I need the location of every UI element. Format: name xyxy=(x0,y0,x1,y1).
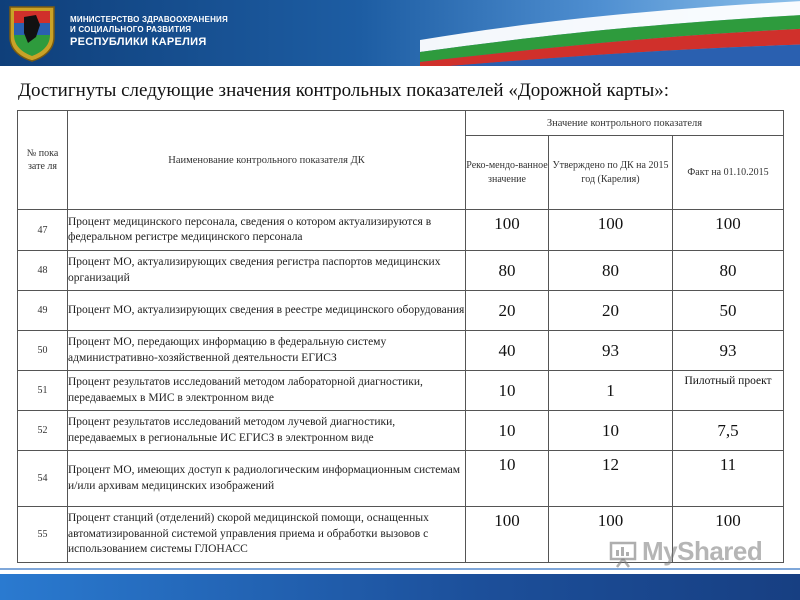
row-recommended: 80 xyxy=(466,251,549,291)
ministry-line-1: МИНИСТЕРСТВО ЗДРАВООХРАНЕНИЯ xyxy=(70,15,228,24)
footer-bar xyxy=(0,574,800,600)
row-fact: 80 xyxy=(673,251,784,291)
row-recommended: 100 xyxy=(466,507,549,563)
row-fact: 11 xyxy=(673,451,784,507)
table-row xyxy=(18,210,784,251)
row-approved: 100 xyxy=(549,507,673,563)
table-row xyxy=(18,251,784,291)
row-fact: 93 xyxy=(673,331,784,371)
row-number: 54 xyxy=(18,451,68,507)
row-approved: 20 xyxy=(549,291,673,331)
row-indicator-name: Процент МО, передающих информацию в федеральную систему административно-хозяйственной деятельности ЕГИСЗ xyxy=(68,331,466,371)
row-indicator-name: Процент результатов исследований методом лучевой диагностики, передаваемых в региональные ИС ЕГИСЗ в электронном виде xyxy=(68,411,466,451)
row-recommended: 40 xyxy=(466,331,549,371)
row-fact: 50 xyxy=(673,291,784,331)
row-approved: 10 xyxy=(549,411,673,451)
row-indicator-name: Процент МО, актуализирующих сведения в реестре медицинского оборудования xyxy=(68,291,466,331)
row-indicator-name: Процент медицинского персонала, сведения о котором актуализируются в федеральном регистре медицинского персонала xyxy=(68,210,466,251)
row-indicator-name: Процент результатов исследований методом лабораторной диагностики, передаваемых в МИС в электронном виде xyxy=(68,371,466,411)
row-recommended: 10 xyxy=(466,451,549,507)
ministry-name xyxy=(70,15,228,50)
header-fact: Факт на 01.10.2015 xyxy=(673,136,784,210)
header-indicator-name: Наименование контрольного показателя ДК xyxy=(68,111,466,210)
row-fact: 7,5 xyxy=(673,411,784,451)
row-recommended: 100 xyxy=(466,210,549,251)
page-title: Достигнуты следующие значения контрольных показателей «Дорожной карты»: xyxy=(18,80,670,101)
header-number: № пока зате ля xyxy=(18,111,68,210)
header-recommended: Реко-мендо-ванное значение xyxy=(466,136,549,210)
row-number: 55 xyxy=(18,507,68,563)
row-number: 48 xyxy=(18,251,68,291)
kpi-table xyxy=(17,110,784,563)
coat-of-arms-icon xyxy=(6,3,58,63)
row-recommended: 10 xyxy=(466,411,549,451)
row-indicator-name: Процент МО, имеющих доступ к радиологическим информационным системам и/или архивам медицинских изображений xyxy=(68,451,466,507)
row-recommended: 10 xyxy=(466,371,549,411)
row-number: 50 xyxy=(18,331,68,371)
presentation-icon xyxy=(608,540,638,568)
row-fact: 100 xyxy=(673,210,784,251)
row-number: 47 xyxy=(18,210,68,251)
row-approved: 80 xyxy=(549,251,673,291)
watermark: MyShared xyxy=(642,536,763,566)
row-approved: 93 xyxy=(549,331,673,371)
row-approved: 1 xyxy=(549,371,673,411)
ministry-line-2: И СОЦИАЛЬНОГО РАЗВИТИЯ xyxy=(70,25,192,34)
row-approved: 100 xyxy=(549,210,673,251)
row-indicator-name: Процент МО, актуализирующих сведения регистра паспортов медицинских организаций xyxy=(68,251,466,291)
table-row xyxy=(18,291,784,331)
header-indicator-value: Значение контрольного показателя xyxy=(466,111,784,136)
table-row xyxy=(18,411,784,451)
row-number: 51 xyxy=(18,371,68,411)
ministry-line-3: РЕСПУБЛИКИ КАРЕЛИЯ xyxy=(70,36,207,48)
row-recommended: 20 xyxy=(466,291,549,331)
row-fact: Пилотный проект xyxy=(673,371,784,411)
header-approved: Утверждено по ДК на 2015 год (Карелия) xyxy=(549,136,673,210)
table-row xyxy=(18,371,784,411)
row-number: 52 xyxy=(18,411,68,451)
row-indicator-name: Процент станций (отделений) скорой медицинской помощи, оснащенных автоматизированной системой управления приема и обработки вызовов с использованием системы ГЛОНАСС xyxy=(68,507,466,563)
header-banner xyxy=(0,0,800,66)
row-number: 49 xyxy=(18,291,68,331)
flag-stripes-decoration xyxy=(420,0,800,66)
footer-line xyxy=(0,568,800,570)
table-row xyxy=(18,451,784,507)
table-row xyxy=(18,331,784,371)
row-fact: 100 xyxy=(673,507,784,563)
row-approved: 12 xyxy=(549,451,673,507)
